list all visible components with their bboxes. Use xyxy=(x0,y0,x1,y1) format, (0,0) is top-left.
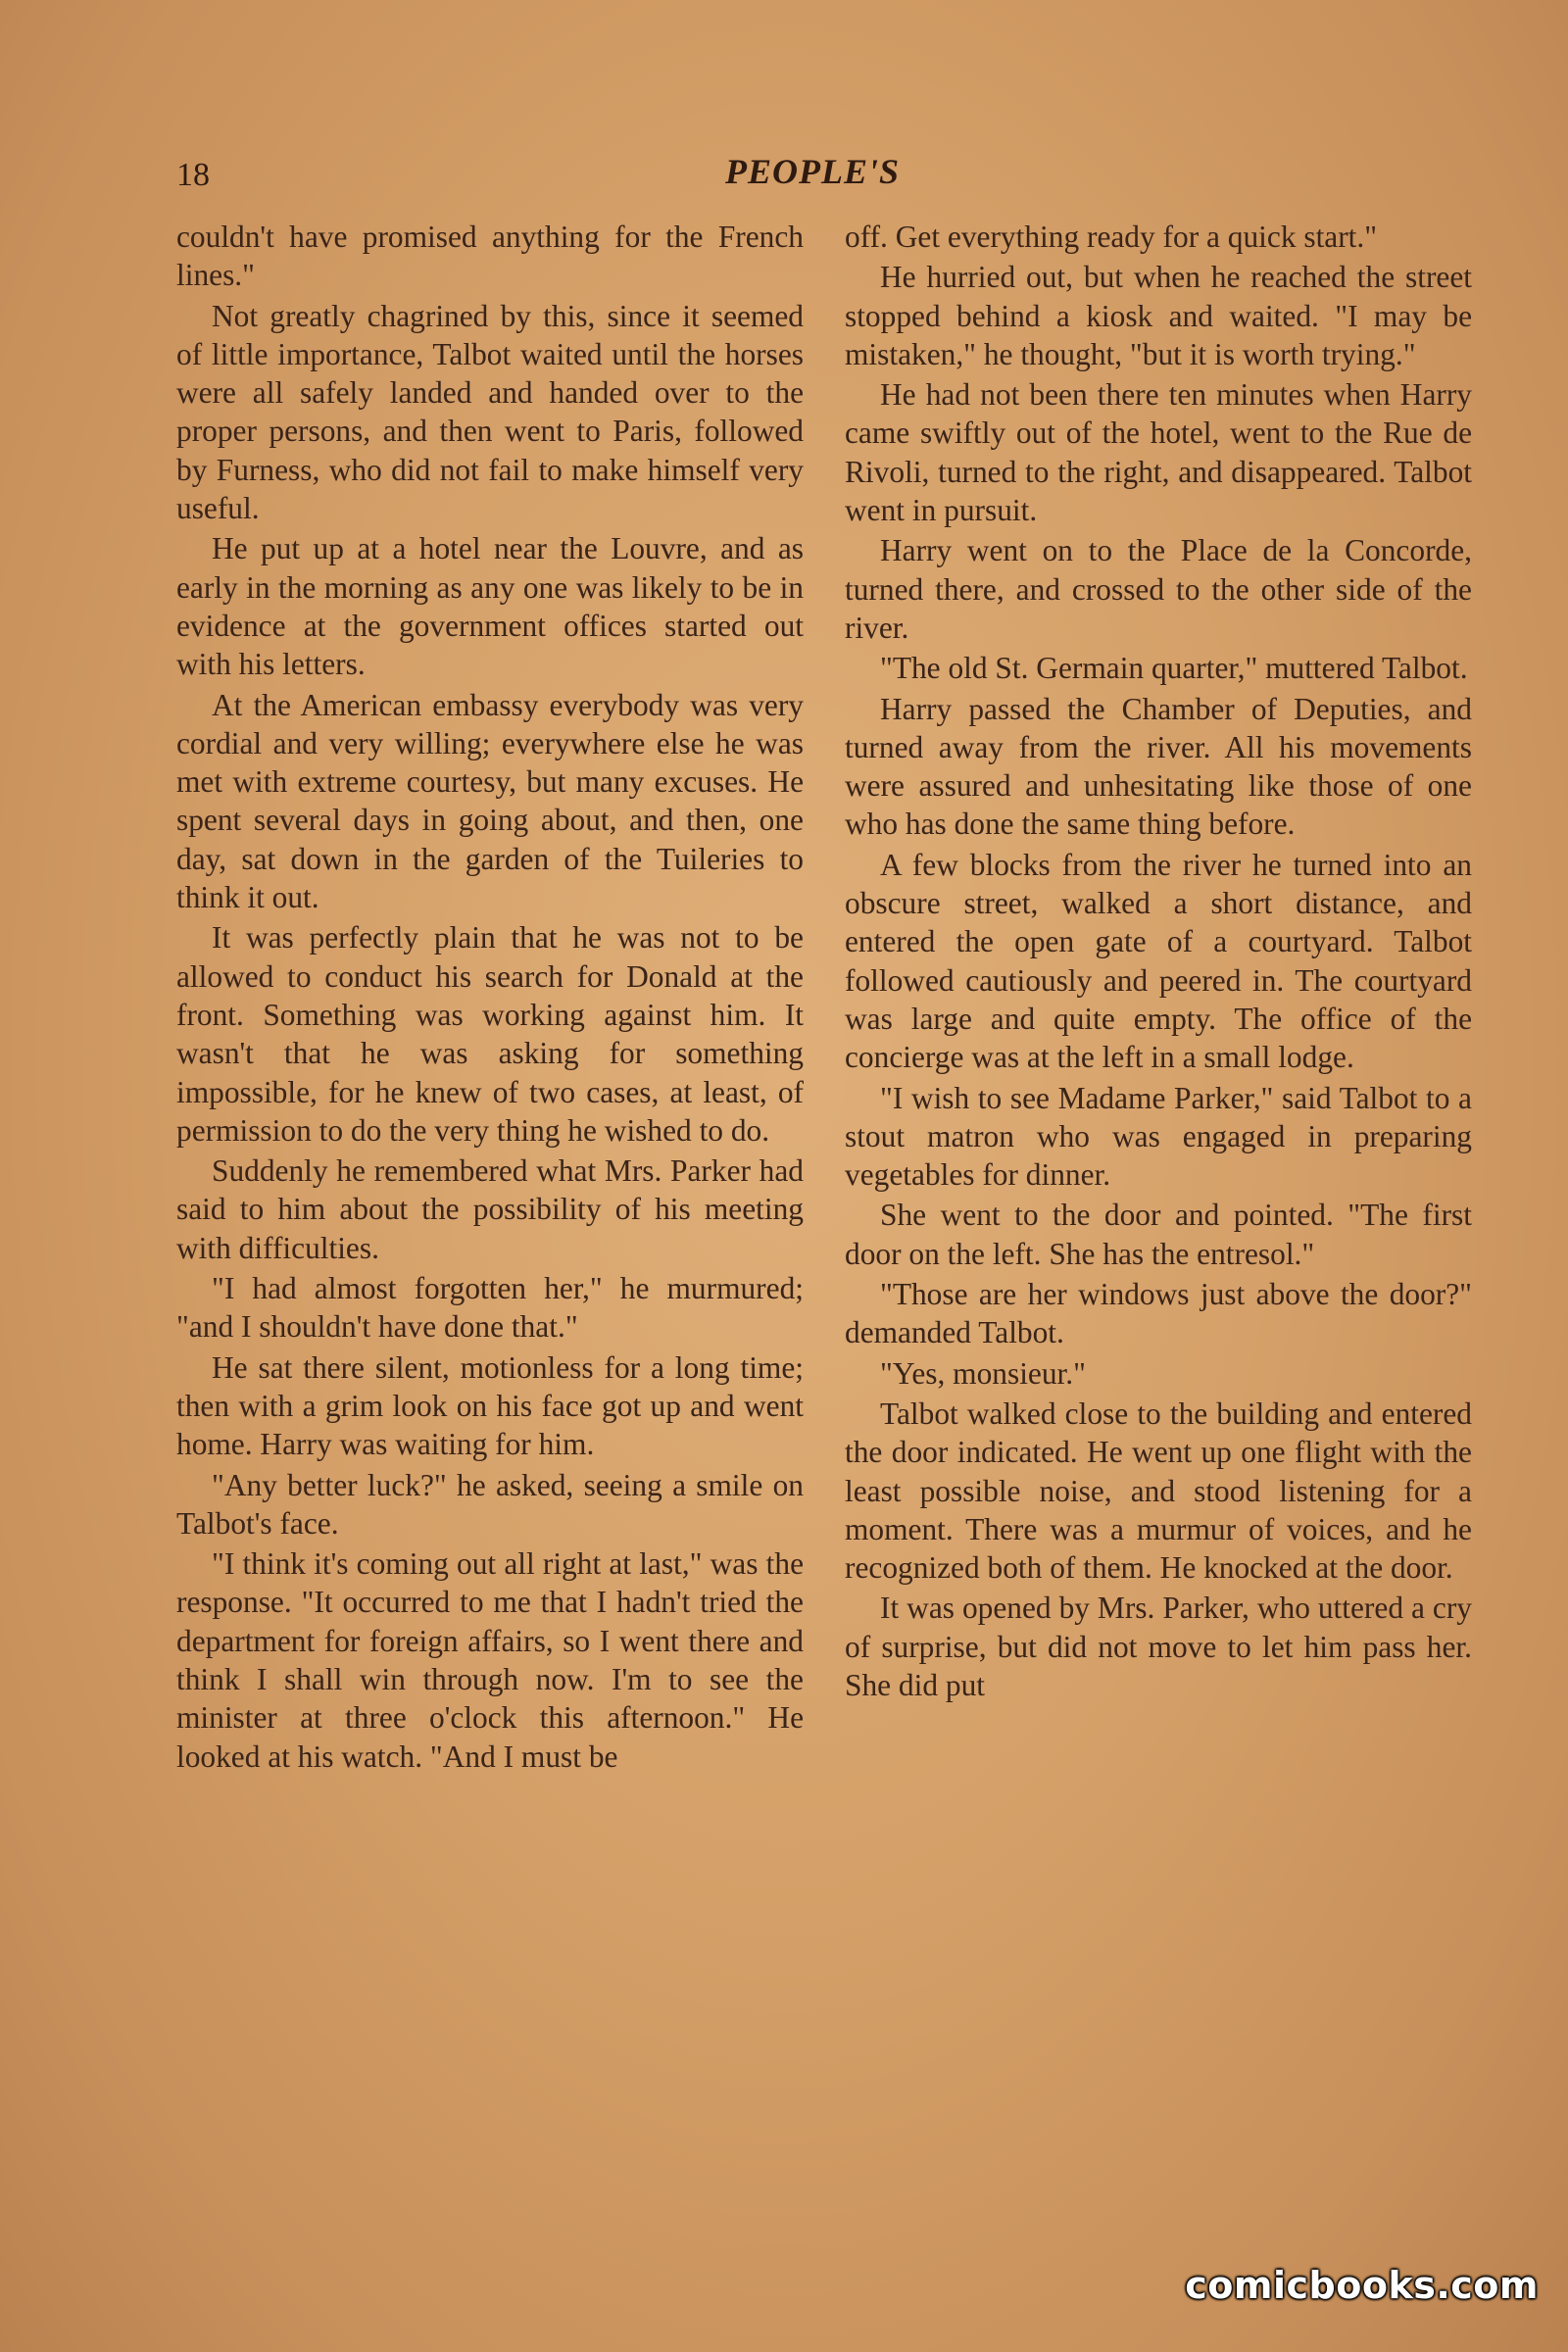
left-column xyxy=(176,218,804,1778)
paragraph: "The old St. Germain quarter," muttered Talbot. xyxy=(880,651,1468,686)
page-header xyxy=(176,147,1480,206)
paragraph: It was opened by Mrs. Parker, who uttered a cry of surprise, but did not move to let him pass her. She did put xyxy=(845,1591,1472,1702)
paragraph: "I wish to see Madame Parker," said Talbot to a stout matron who was engaged in preparing vegetables for dinner. xyxy=(845,1080,1472,1193)
paragraph: Suddenly he remembered what Mrs. Parker had said to him about the possibility of his meeting with difficulties. xyxy=(176,1153,804,1265)
paragraph: She went to the door and pointed. "The first door on the left. She has the entresol." xyxy=(845,1198,1472,1271)
paragraph: "Any better luck?" he asked, seeing a smile on Talbot's face. xyxy=(176,1467,804,1541)
paragraph: It was perfectly plain that he was not to be allowed to conduct his search for Donald at the front. Something was working against him. It wasn't that he was asking for something impossible, for he knew of two cases, at least, of permission to do the very thing he wished to do. xyxy=(176,920,804,1148)
site-watermark: comicbooks.com xyxy=(1185,2264,1539,2307)
page-number: 18 xyxy=(176,157,210,193)
paragraph: He put up at a hotel near the Louvre, and as early in the morning as any one was likely to be in evidence at the government offices started out with his letters. xyxy=(176,531,804,682)
paragraph: "Those are her windows just above the door?" demanded Talbot. xyxy=(845,1277,1472,1350)
right-column xyxy=(845,218,1472,1706)
paragraph: Not greatly chagrined by this, since it seemed of little importance, Talbot waited until the horses were all safely landed and handed over to the proper persons, and then went to Paris, followed by Furness, who did not fail to make himself very useful. xyxy=(176,298,804,526)
running-head: PEOPLE'S xyxy=(725,152,901,191)
paragraph: "I think it's coming out all right at last," was the response. "It occurred to me that I hadn't tried the department for foreign affairs, so I went there and think I shall win through now. I'm to see the minister at three o'clock this afternoon." He looked at his watch. "And I must be xyxy=(176,1546,804,1774)
paragraph: He hurried out, but when he reached the street stopped behind a kiosk and waited. "I may be mistaken," he thought, "but it is worth trying." xyxy=(845,260,1472,371)
paragraph: "I had almost forgotten her," he murmured; "and I shouldn't have done that." xyxy=(176,1271,804,1345)
paragraph: At the American embassy everybody was very cordial and very willing; everywhere else he was met with extreme courtesy, but many excuses. He spent several days in going about, and then, one day, sat down in the garden of the Tuileries to think it out. xyxy=(176,687,804,915)
paragraph: off. Get everything ready for a quick start." xyxy=(845,220,1378,254)
paragraph: A few blocks from the river he turned into an obscure street, walked a short distance, and entered the open gate of a courtyard. Talbot followed cautiously and peered in. The courtyard was large and quite empty. The office of the concierge was at the left in a small lodge. xyxy=(845,847,1472,1075)
paragraph: He had not been there ten minutes when Harry came swiftly out of the hotel, went to the Rue de Rivoli, turned to the right, and disappeared. Talbot went in pursuit. xyxy=(845,377,1472,528)
paragraph: He sat there silent, motionless for a long time; then with a grim look on his face got up and went home. Harry was waiting for him. xyxy=(176,1349,804,1462)
paragraph: Talbot walked close to the building and entered the door indicated. He went up one flight with the least possible noise, and stood listening for a moment. There was a murmur of voices, and he recognized both of them. He knocked at the door. xyxy=(845,1396,1472,1586)
paragraph: Harry went on to the Place de la Concorde, turned there, and crossed to the other side of the river. xyxy=(845,533,1472,645)
paragraph: couldn't have promised anything for the French lines." xyxy=(176,220,804,293)
paragraph: "Yes, monsieur." xyxy=(880,1355,1086,1391)
paragraph: Harry passed the Chamber of Deputies, and turned away from the river. All his movements were assured and unhesitating like those of one who has done the same thing before. xyxy=(845,691,1472,842)
